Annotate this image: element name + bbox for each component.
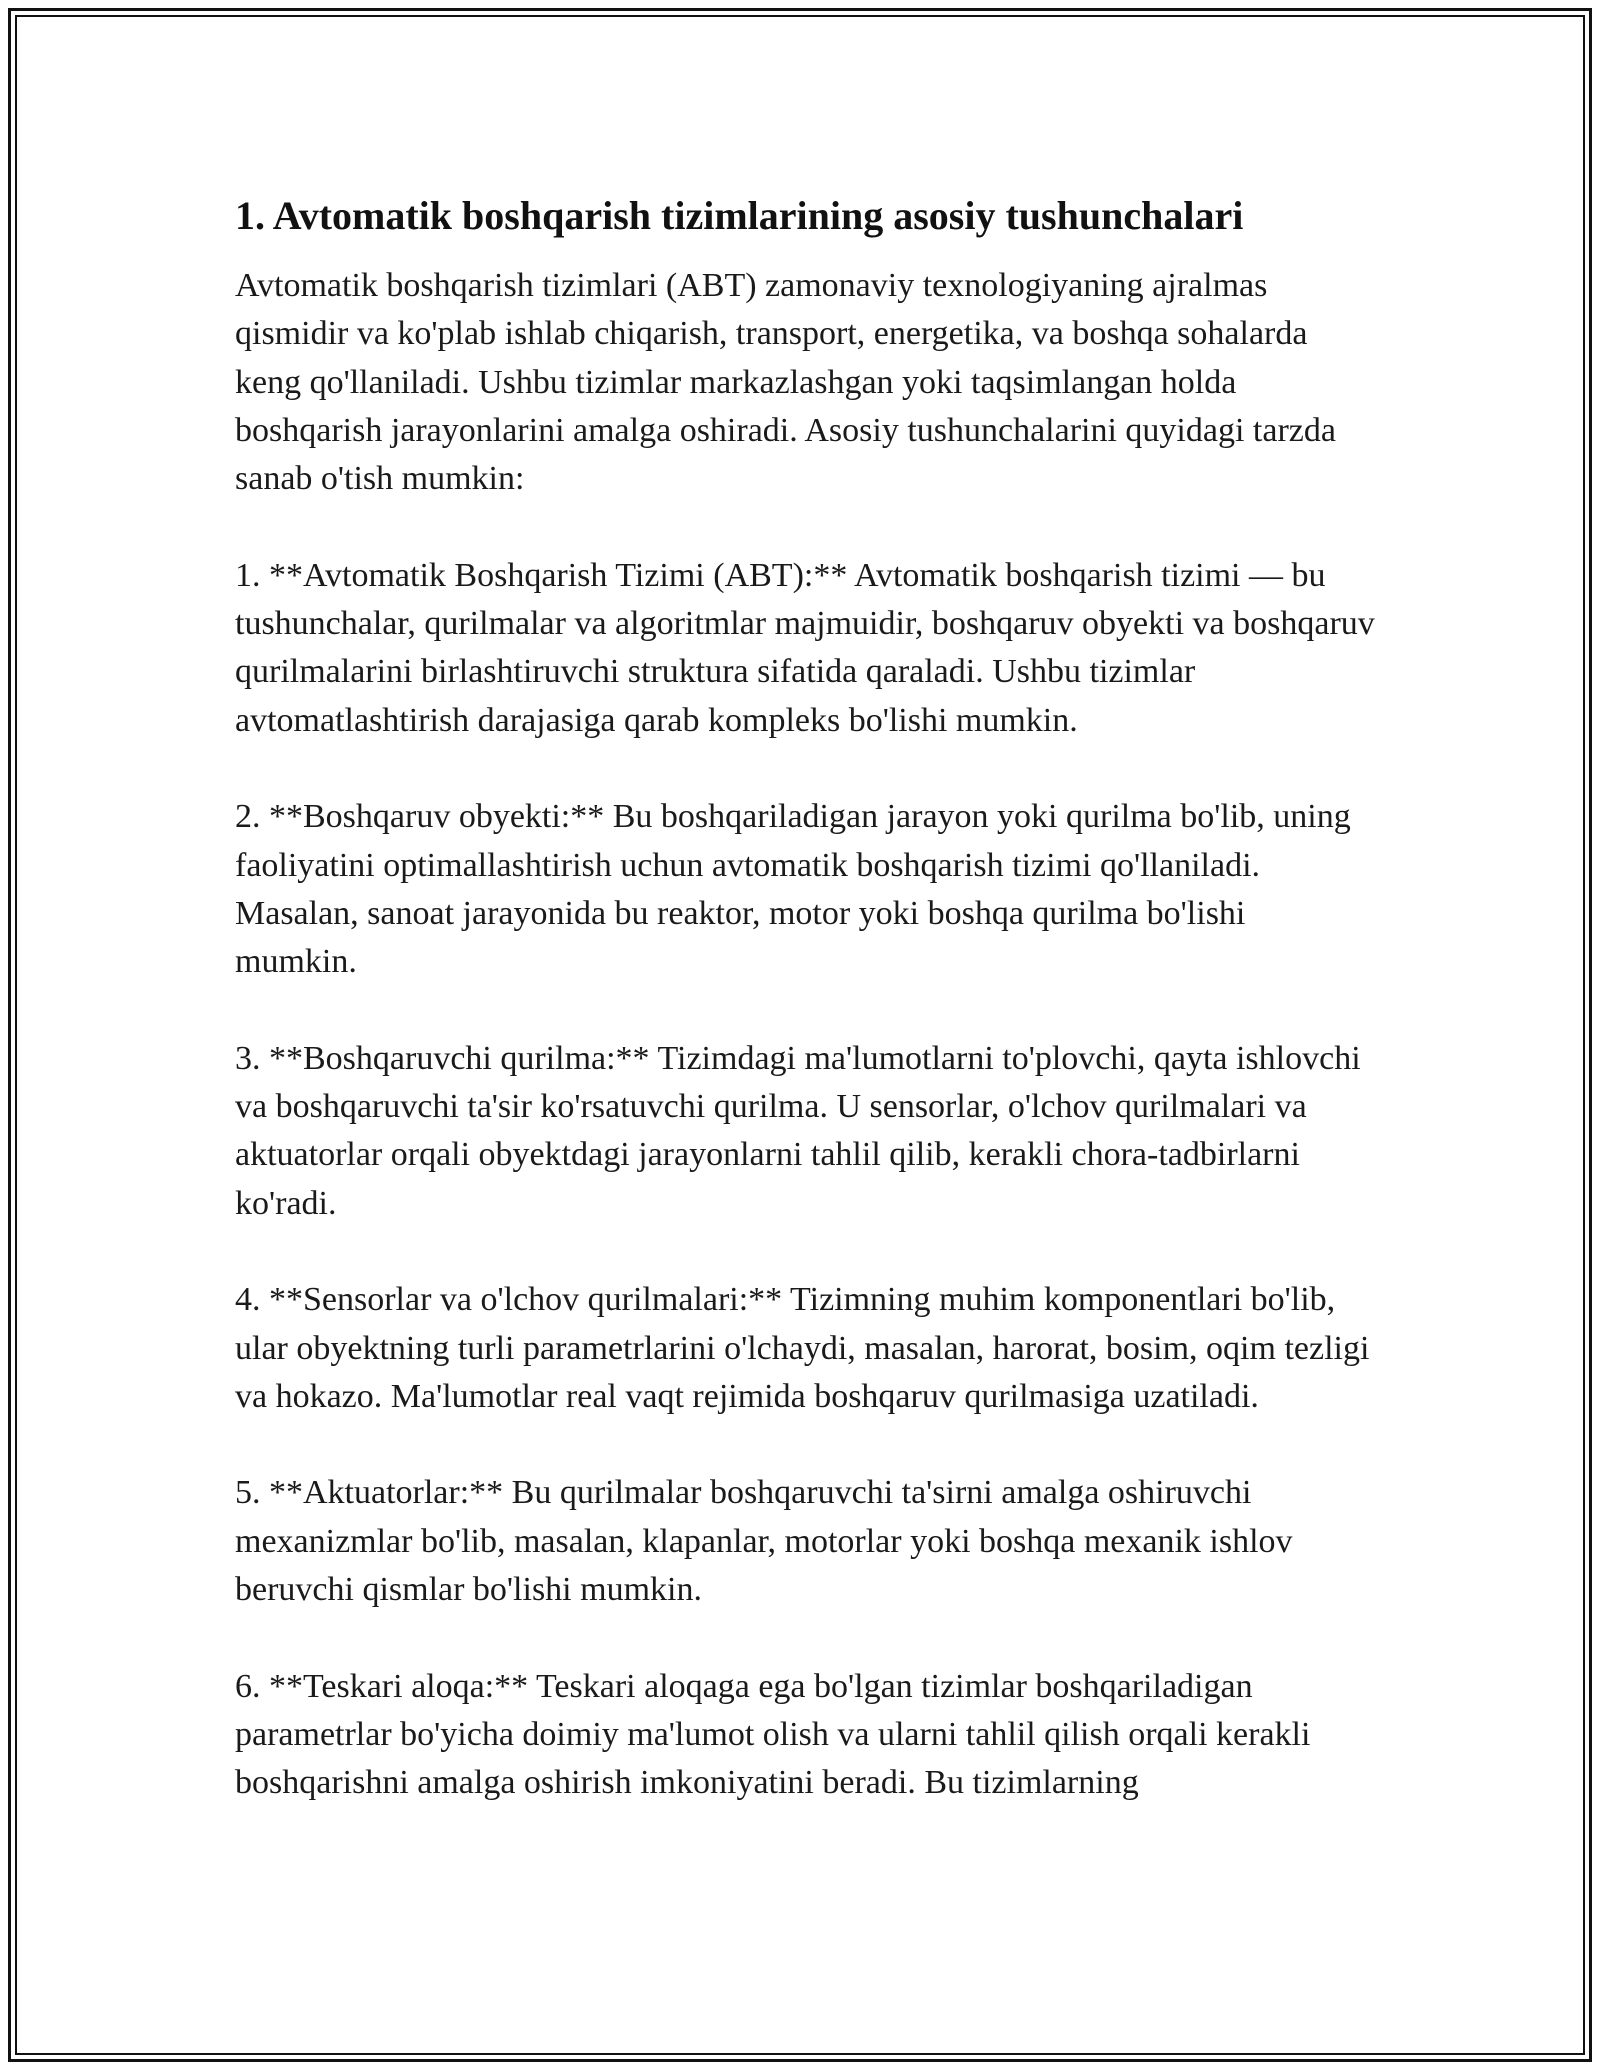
list-item-sensors: 4. **Sensorlar va o'lchov qurilmalari:** Tizimning muhim komponentlari bo'lib, ular obyektning turli parametrlarini o'lchaydi, masalan, harorat, bosim, oqim tezligi va hokazo. Ma'lumotlar real vaqt rejimida boshqaruv qurilmasiga uzatiladi.	[235, 1281, 1370, 1415]
page-title: 1. Avtomatik boshqarish tizimlarining asosiy tushunchalari	[235, 193, 1244, 238]
list-item-controller: 3. **Boshqaruvchi qurilma:** Tizimdagi ma'lumotlarni to'plovchi, qayta ishlovchi va boshqaruvchi ta'sir ko'rsatuvchi qurilma. U sensorlar, o'lchov qurilmalari va aktuatorlar orqali obyektdagi jarayonlarni tahlil qilib, kerakli chora-tadbirlarni ko'radi.	[235, 1039, 1361, 1222]
list-item-abt: 1. **Avtomatik Boshqarish Tizimi (ABT):** Avtomatik boshqarish tizimi — bu tushunchalar, qurilmalar va algoritmlar majmuidir, boshqaruv obyekti va boshqaruv qurilmalarini birlashtiruvchi struktura sifatida qaraladi. Ushbu tizimlar avtomatlashtirish darajasiga qarab kompleks bo'lishi mumkin.	[235, 556, 1375, 739]
list-item-actuators: 5. **Aktuatorlar:** Bu qurilmalar boshqaruvchi ta'sirni amalga oshiruvchi mexanizmlar bo'lib, masalan, klapanlar, motorlar yoki boshqa mexanik ishlov beruvchi qismlar bo'lishi mumkin.	[235, 1474, 1293, 1609]
list-item-feedback: 6. **Teskari aloqa:** Teskari aloqaga ega bo'lgan tizimlar boshqariladigan parametrlar bo'yicha doimiy ma'lumot olish va ularni tahlil qilish orqali kerakli boshqarishni amalga oshirish imkoniyatini beradi. Bu tizimlarning	[235, 1667, 1311, 1802]
intro-paragraph: Avtomatik boshqarish tizimlari (ABT) zamonaviy texnologiyaning ajralmas qismidir va ko'plab ishlab chiqarish, transport, energetika, va boshqa sohalarda keng qo'llaniladi. Ushbu tizimlar markazlashgan yoki taqsimlangan holda boshqarish jarayonlarini amalga oshiradi. Asosiy tushunchalarini quyidagi tarzda sanab o'tish mumkin:	[235, 267, 1336, 498]
document-body	[235, 190, 1375, 1808]
list-item-control-object: 2. **Boshqaruv obyekti:** Bu boshqariladigan jarayon yoki qurilma bo'lib, uning faoliyatini optimallashtirish uchun avtomatik boshqarish tizimi qo'llaniladi. Masalan, sanoat jarayonida bu reaktor, motor yoki boshqa qurilma bo'lishi mumkin.	[235, 798, 1351, 981]
